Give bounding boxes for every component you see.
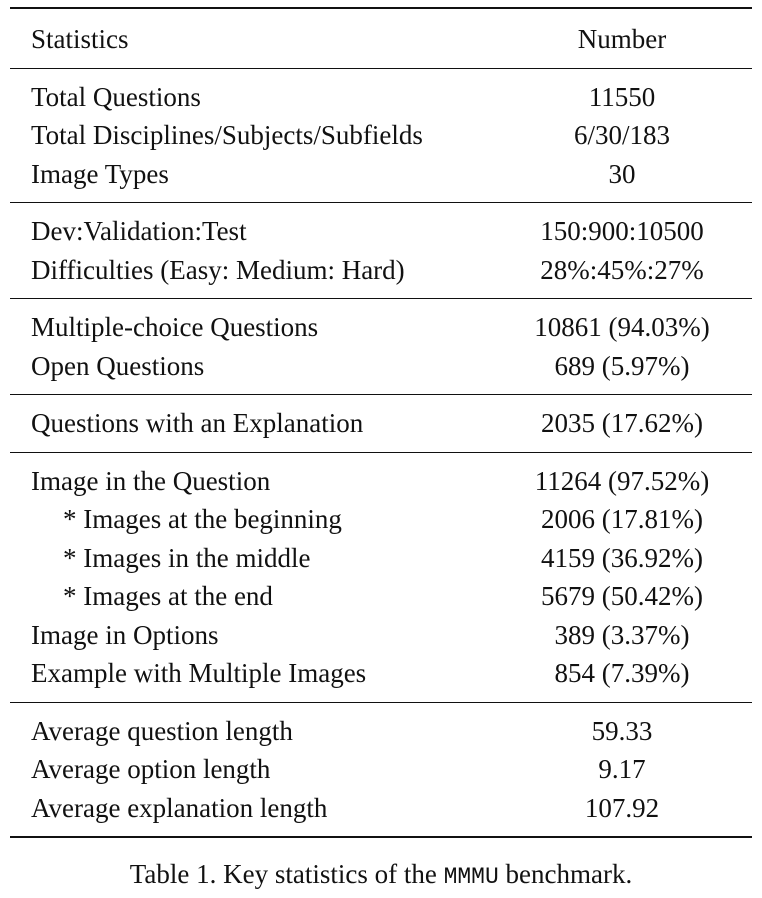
table-header-row bbox=[10, 8, 752, 68]
header-statistics: Statistics bbox=[31, 24, 129, 54]
statistics-table bbox=[10, 7, 752, 838]
table-row bbox=[10, 347, 752, 395]
row-value: 107.92 bbox=[584, 792, 660, 823]
table-group bbox=[10, 395, 752, 453]
row-value: 6/30/183 bbox=[573, 120, 670, 150]
row-label: * Images at the end bbox=[63, 581, 273, 611]
row-label: * Images at the beginning bbox=[63, 504, 342, 534]
table-row bbox=[10, 395, 752, 453]
table-row bbox=[10, 116, 752, 155]
row-value: 11264 (97.52%) bbox=[534, 465, 710, 496]
row-value: 5679 (50.42%) bbox=[541, 581, 703, 611]
row-value: 10861 (94.03%) bbox=[534, 312, 710, 342]
row-label: Open Questions bbox=[31, 350, 205, 381]
table-row bbox=[10, 251, 752, 299]
table-row bbox=[10, 500, 752, 539]
caption-suffix: benchmark. bbox=[498, 859, 633, 889]
row-value: 2035 (17.62%) bbox=[541, 408, 703, 438]
row-value: 30 bbox=[608, 158, 636, 189]
table-row bbox=[10, 789, 752, 838]
table-group bbox=[10, 702, 752, 837]
table-group bbox=[10, 68, 752, 203]
row-label: Total Questions bbox=[31, 81, 201, 112]
table-row bbox=[10, 452, 752, 500]
row-value: 150:900:10500 bbox=[540, 216, 704, 246]
table-row bbox=[10, 616, 752, 655]
row-label: Average question length bbox=[31, 715, 293, 746]
row-label: Image Types bbox=[31, 158, 169, 189]
row-value: 689 (5.97%) bbox=[554, 350, 690, 381]
row-label: * Images in the middle bbox=[63, 542, 311, 573]
table-caption bbox=[0, 858, 762, 893]
caption-benchmark-name: MMMU bbox=[443, 864, 499, 890]
table-row bbox=[10, 299, 752, 347]
table-group bbox=[10, 203, 752, 299]
table-row bbox=[10, 539, 752, 578]
row-label: Example with Multiple Images bbox=[31, 658, 367, 688]
table-row bbox=[10, 654, 752, 702]
table-group bbox=[10, 299, 752, 395]
row-label: Image in the Question bbox=[31, 465, 271, 496]
row-value: 2006 (17.81%) bbox=[541, 504, 703, 534]
row-label: Average explanation length bbox=[31, 792, 328, 823]
header-number: Number bbox=[577, 24, 667, 54]
table-row bbox=[10, 155, 752, 203]
table-row bbox=[10, 577, 752, 616]
row-label: Multiple-choice Questions bbox=[31, 312, 319, 342]
row-value: 854 (7.39%) bbox=[554, 658, 690, 688]
row-label: Dev:Validation:Test bbox=[31, 216, 247, 246]
row-value: 389 (3.37%) bbox=[554, 619, 690, 650]
row-value: 59.33 bbox=[591, 715, 653, 746]
row-value: 11550 bbox=[588, 81, 656, 112]
table-row bbox=[10, 68, 752, 116]
table-row bbox=[10, 750, 752, 789]
row-value: 4159 (36.92%) bbox=[541, 542, 703, 573]
row-label: Difficulties (Easy: Medium: Hard) bbox=[31, 254, 405, 285]
statistics-table-container bbox=[10, 7, 752, 838]
row-label: Questions with an Explanation bbox=[31, 408, 364, 438]
row-label: Total Disciplines/Subjects/Subfields bbox=[31, 120, 423, 150]
table-row bbox=[10, 203, 752, 251]
row-value: 9.17 bbox=[598, 754, 646, 784]
row-label: Image in Options bbox=[31, 619, 219, 650]
row-value: 28%:45%:27% bbox=[540, 254, 704, 285]
row-label: Average option length bbox=[31, 754, 271, 784]
caption-prefix: Table 1. Key statistics of the bbox=[129, 859, 444, 889]
table-group bbox=[10, 452, 752, 702]
table-row bbox=[10, 702, 752, 750]
